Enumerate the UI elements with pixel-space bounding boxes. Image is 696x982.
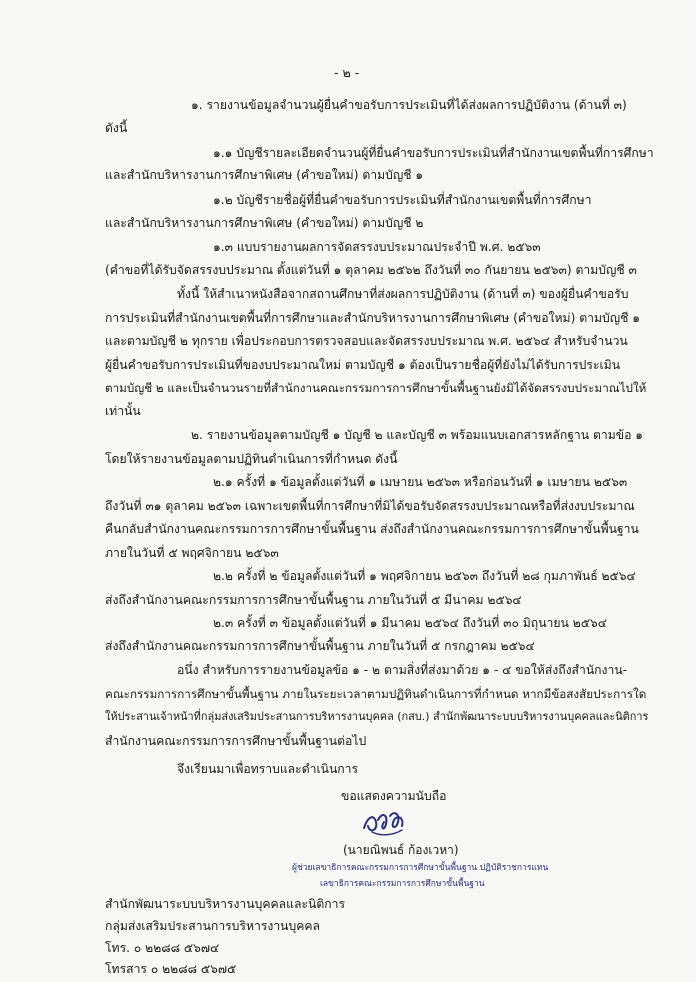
item-2-1-line-4: ภายในวันที่ ๕ พฤศจิกายน ๒๕๖๓: [105, 546, 279, 560]
signatory-title-1: ผู้ช่วยเลขาธิการคณะกรรมการการศึกษาขั้นพื้นฐาน ปฏิบัติราชการแทน: [292, 863, 549, 873]
footer-phone: โทร. ๐ ๒๒๘๘ ๕๖๗๔: [105, 941, 220, 955]
footer-office: สำนักพัฒนาระบบบริหารงานบุคคลและนิติการ: [105, 897, 346, 911]
item-1-1-line-2: และสำนักบริหารงานการศึกษาพิเศษ (คำขอใหม่) ตามบัญชี ๑: [105, 168, 424, 182]
item-1-paragraph-line-6: เท่านั้น: [105, 404, 141, 418]
item-1-paragraph-line-4: ผู้ยื่นคำขอรับการประเมินที่ของบประมาณใหม่ ตามบัญชี ๑ ต้องเป็นรายชื่อผู้ที่ยังไม่ได้รับการประเมิน: [105, 358, 621, 372]
item-1-paragraph-line-3: และตามบัญชี ๒ ทุกราย เพื่อประกอบการตรวจสอบและจัดสรรงบประมาณ พ.ศ. ๒๕๖๔ สำหรับจำนวน: [105, 334, 628, 348]
note-line-1: อนึ่ง สำหรับการรายงานข้อมูลข้อ ๑ - ๒ ตามสิ่งที่ส่งมาด้วย ๑ - ๔ ขอให้ส่งถึงสำนักงาน-: [177, 663, 628, 677]
item-1-3-line-2: (คำขอที่ได้รับจัดสรรงบประมาณ ตั้งแต่วันที่ ๑ ตุลาคม ๒๕๖๒ ถึงวันที่ ๓๐ กันยายน ๒๕๖๓) ตามบัญชี ๓: [105, 263, 637, 277]
item-1-paragraph-line-5: ตามบัญชี ๒ และเป็นจำนวนรายที่สำนักงานคณะกรรมการการศึกษาขั้นพื้นฐานยังมิได้จัดสรรงบประมาณไปให้: [105, 381, 647, 395]
page-number: - ๒ -: [334, 65, 360, 80]
item-2-1-line-1: ๒.๑ ครั้งที่ ๑ ข้อมูลตั้งแต่วันที่ ๑ เมษายน ๒๕๖๓ หรือก่อนวันที่ ๑ เมษายน ๒๕๖๓: [213, 475, 628, 489]
note-line-2: คณะกรรมการการศึกษาขั้นพื้นฐาน ภายในระยะเวลาตามปฏิทินดำเนินการที่กำหนด หากมีข้อสงสัยประการใด: [105, 687, 647, 701]
footer-group: กลุ่มส่งเสริมประสานการบริหารงานบุคคล: [105, 919, 321, 933]
item-2-2-line-2: ส่งถึงสำนักงานคณะกรรมการการศึกษาขั้นพื้นฐาน ภายในวันที่ ๕ มีนาคม ๒๕๖๔: [105, 593, 522, 607]
item-1-2-line-1: ๑.๒ บัญชีรายชื่อผู้ที่ยื่นคำขอรับการประเมินที่สำนักงานเขตพื้นที่การศึกษา: [213, 193, 592, 207]
item-2-2-line-1: ๒.๒ ครั้งที่ ๒ ข้อมูลตั้งแต่วันที่ ๑ พฤศจิกายน ๒๕๖๓ ถึงวันที่ ๒๘ กุมภาพันธ์ ๒๕๖๔: [213, 569, 636, 583]
item-2-3-line-1: ๒.๓ ครั้งที่ ๓ ข้อมูลตั้งแต่วันที่ ๑ มีนาคม ๒๕๖๔ ถึงวันที่ ๓๐ มิถุนายน ๒๕๖๔: [213, 616, 607, 630]
item-1-line-2: ดังนี้: [105, 121, 128, 135]
item-1-1-line-1: ๑.๑ บัญชีรายละเอียดจำนวนผู้ที่ยื่นคำขอรับการประเมินที่สำนักงานเขตพื้นที่การศึกษา: [213, 146, 654, 160]
item-2-line-2: โดยให้รายงานข้อมูลตามปฏิทินดำเนินการที่กำหนด ดังนี้: [105, 452, 398, 466]
closing-line: จึงเรียนมาเพื่อทราบและดำเนินการ: [177, 762, 359, 776]
item-2-line-1: ๒. รายงานข้อมูลตามบัญชี ๑ บัญชี ๒ และบัญชี ๓ พร้อมแนบเอกสารหลักฐาน ตามข้อ ๑: [191, 428, 644, 442]
item-2-3-line-2: ส่งถึงสำนักงานคณะกรรมการการศึกษาขั้นพื้นฐาน ภายในวันที่ ๕ กรกฎาคม ๒๕๖๔: [105, 639, 535, 653]
signatory-name: (นายณิพนธ์ ก้องเวหา): [343, 843, 459, 857]
item-2-1-line-3: คืนกลับสำนักงานคณะกรรมการการศึกษาขั้นพื้นฐาน ส่งถึงสำนักงานคณะกรรมการการศึกษาขั้นพื้นฐาน: [105, 522, 639, 536]
note-line-3: ให้ประสานเจ้าหน้าที่กลุ่มส่งเสริมประสานการบริหารงานบุคคล (กสบ.) สำนักพัฒนาระบบบริหารงานบุคคลและนิติการ: [105, 710, 649, 723]
signature-salutation: ขอแสดงความนับถือ: [341, 789, 447, 803]
note-line-4: สำนักงานคณะกรรมการการศึกษาขั้นพื้นฐานต่อไป: [105, 734, 367, 748]
item-2-1-line-2: ถึงวันที่ ๓๑ ตุลาคม ๒๕๖๓ เฉพาะเขตพื้นที่การศึกษาที่มิได้ขอรับจัดสรรงบประมาณหรือที่ส่งงบประมาณ: [105, 499, 635, 513]
footer-fax: โทรสาร ๐ ๒๒๘๘ ๕๖๗๕: [105, 962, 237, 976]
item-1-line-1: ๑. รายงานข้อมูลจำนวนผู้ยื่นคำขอรับการประเมินที่ได้ส่งผลการปฏิบัติงาน (ด้านที่ ๓): [191, 98, 627, 112]
item-1-3-line-1: ๑.๓ แบบรายงานผลการจัดสรรงบประมาณประจำปี พ.ศ. ๒๕๖๓: [213, 240, 541, 254]
handwritten-signature: [360, 806, 408, 840]
item-1-paragraph-line-1: ทั้งนี้ ให้สำเนาหนังสือจากสถานศึกษาที่ส่งผลการปฏิบัติงาน (ด้านที่ ๓) ของผู้ยื่นคำขอรับ: [177, 287, 629, 301]
item-1-paragraph-line-2: การประเมินที่สำนักงานเขตพื้นที่การศึกษาและสำนักบริหารงานการศึกษาพิเศษ (คำขอใหม่) ตามบัญชี ๑: [105, 311, 640, 325]
item-1-2-line-2: และสำนักบริหารงานการศึกษาพิเศษ (คำขอใหม่) ตามบัญชี ๒: [105, 216, 424, 230]
signatory-title-2: เลขาธิการคณะกรรมการการศึกษาขั้นพื้นฐาน: [320, 879, 485, 889]
